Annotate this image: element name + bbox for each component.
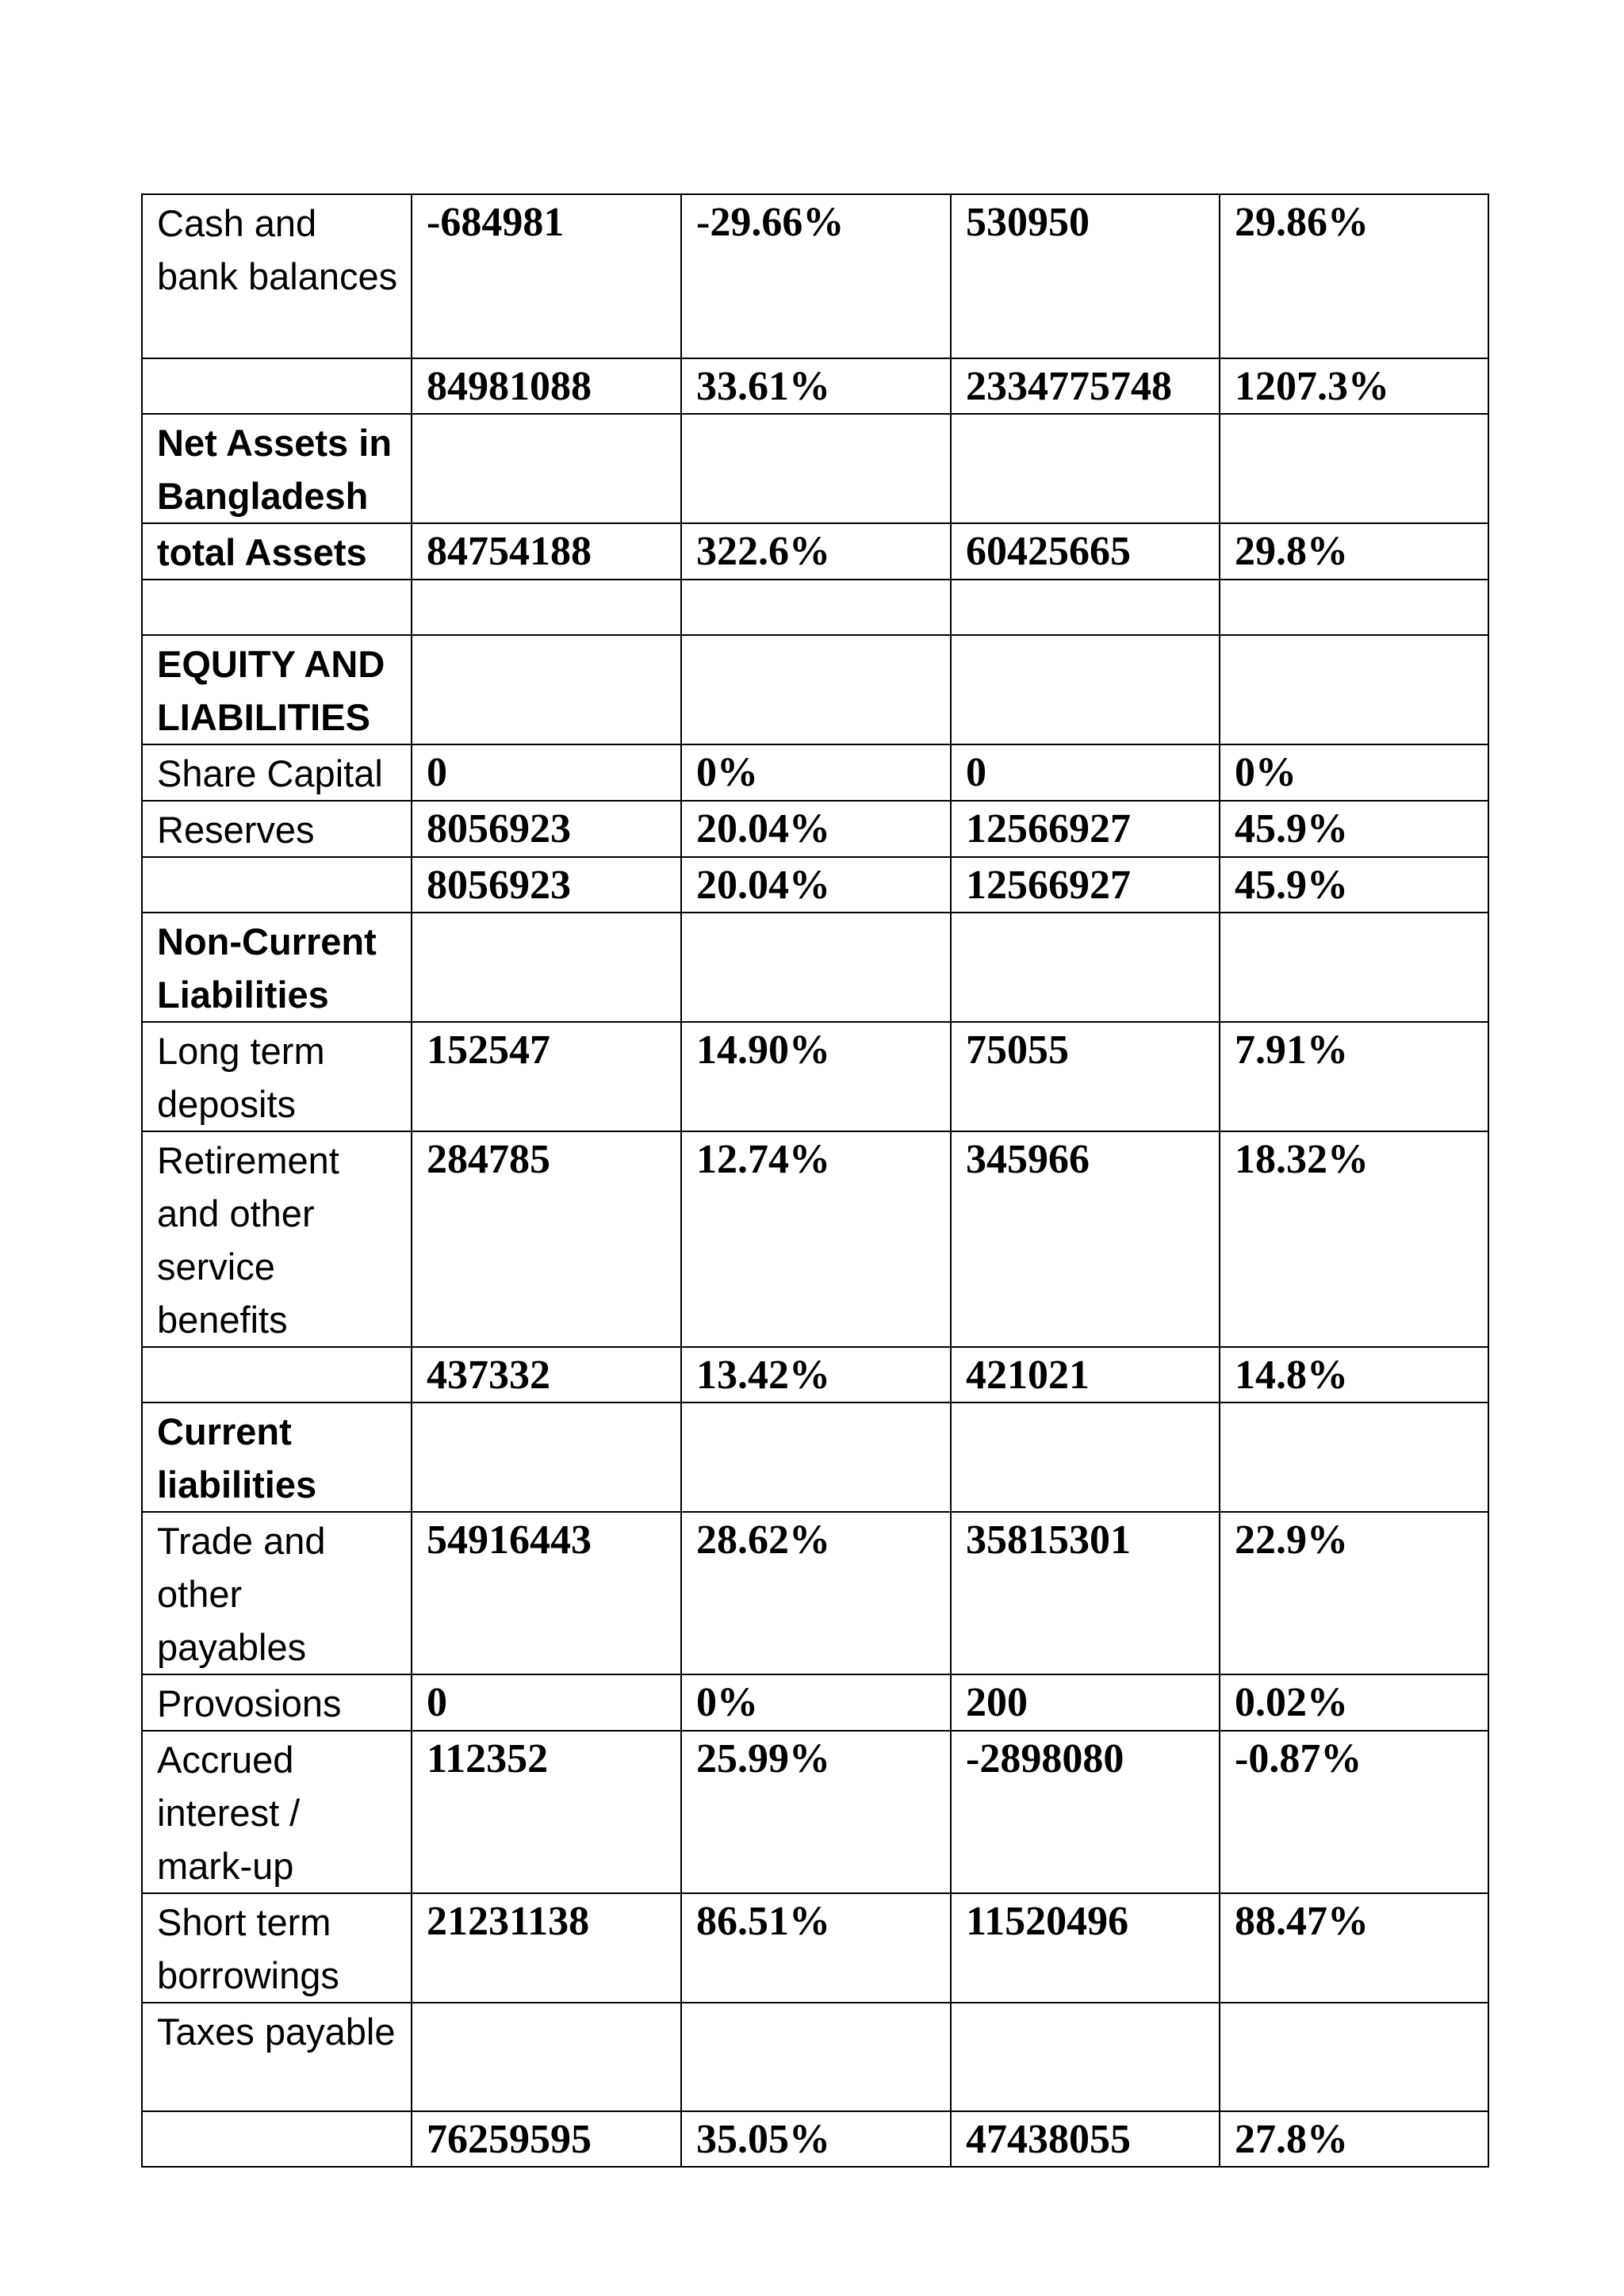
percent-2: 0.02%	[1220, 1674, 1488, 1731]
row-label: Reserves	[142, 801, 412, 857]
table-row	[142, 1893, 1488, 2003]
percent-2: 7.91%	[1220, 1022, 1488, 1131]
row-label	[142, 857, 412, 913]
table-row	[142, 1347, 1488, 1402]
row-label: Provosions	[142, 1674, 412, 1731]
value-2: 200	[951, 1674, 1220, 1731]
percent-1: 0%	[681, 1674, 951, 1731]
percent-2: 0%	[1220, 744, 1488, 801]
row-label	[142, 2111, 412, 2167]
percent-2	[1220, 913, 1488, 1022]
value-1	[412, 635, 681, 744]
row-label: Non-Current Liabilities	[142, 913, 412, 1022]
percent-1: 0%	[681, 744, 951, 801]
value-1	[412, 580, 681, 635]
value-1	[412, 913, 681, 1022]
table-row	[142, 801, 1488, 857]
table-row	[142, 913, 1488, 1022]
percent-1: 28.62%	[681, 1512, 951, 1674]
row-label	[142, 580, 412, 635]
percent-1: 12.74%	[681, 1131, 951, 1347]
percent-1	[681, 2003, 951, 2111]
row-label	[142, 1347, 412, 1402]
table-row	[142, 2111, 1488, 2167]
value-2: 12566927	[951, 857, 1220, 913]
value-2: 47438055	[951, 2111, 1220, 2167]
table-row	[142, 1022, 1488, 1131]
value-1: 8056923	[412, 857, 681, 913]
table-row	[142, 1512, 1488, 1674]
percent-2	[1220, 1402, 1488, 1512]
value-2: 345966	[951, 1131, 1220, 1347]
value-2	[951, 580, 1220, 635]
value-1: 0	[412, 744, 681, 801]
percent-1: 14.90%	[681, 1022, 951, 1131]
value-2: 2334775748	[951, 358, 1220, 414]
value-2: -2898080	[951, 1731, 1220, 1893]
percent-1: 86.51%	[681, 1893, 951, 2003]
row-label: Accrued interest / mark-up	[142, 1731, 412, 1893]
percent-2	[1220, 635, 1488, 744]
row-label: Long term deposits	[142, 1022, 412, 1131]
row-label	[142, 358, 412, 414]
value-2: 35815301	[951, 1512, 1220, 1674]
percent-1: 33.61%	[681, 358, 951, 414]
table-row	[142, 857, 1488, 913]
table-row	[142, 523, 1488, 580]
row-label: Cash and bank balances	[142, 194, 412, 358]
row-label: Taxes payable	[142, 2003, 412, 2111]
value-1: 21231138	[412, 1893, 681, 2003]
value-1: 8056923	[412, 801, 681, 857]
value-2: 12566927	[951, 801, 1220, 857]
table-row	[142, 580, 1488, 635]
value-1: 112352	[412, 1731, 681, 1893]
value-1: 437332	[412, 1347, 681, 1402]
value-1: 152547	[412, 1022, 681, 1131]
row-label: Share Capital	[142, 744, 412, 801]
financial-table-body	[142, 194, 1488, 2167]
percent-2: 29.86%	[1220, 194, 1488, 358]
table-row	[142, 744, 1488, 801]
percent-1: 322.6%	[681, 523, 951, 580]
value-1: 76259595	[412, 2111, 681, 2167]
row-label: Current liabilities	[142, 1402, 412, 1512]
percent-2	[1220, 580, 1488, 635]
percent-2: 45.9%	[1220, 857, 1488, 913]
percent-1	[681, 635, 951, 744]
table-row	[142, 194, 1488, 358]
percent-2: 1207.3%	[1220, 358, 1488, 414]
value-1: 54916443	[412, 1512, 681, 1674]
row-label: Short term borrowings	[142, 1893, 412, 2003]
value-1	[412, 1402, 681, 1512]
percent-2	[1220, 414, 1488, 523]
value-1: 284785	[412, 1131, 681, 1347]
percent-2: 22.9%	[1220, 1512, 1488, 1674]
percent-2: 45.9%	[1220, 801, 1488, 857]
table-row	[142, 414, 1488, 523]
value-2: 530950	[951, 194, 1220, 358]
percent-1: 20.04%	[681, 801, 951, 857]
value-2: 75055	[951, 1022, 1220, 1131]
percent-1	[681, 580, 951, 635]
percent-1: -29.66%	[681, 194, 951, 358]
percent-2: 88.47%	[1220, 1893, 1488, 2003]
table-row	[142, 635, 1488, 744]
percent-1: 35.05%	[681, 2111, 951, 2167]
table-row	[142, 1674, 1488, 1731]
table-row	[142, 1131, 1488, 1347]
table-row	[142, 2003, 1488, 2111]
row-label: Net Assets in Bangladesh	[142, 414, 412, 523]
table-row	[142, 1402, 1488, 1512]
financial-table	[141, 193, 1489, 2168]
value-2	[951, 2003, 1220, 2111]
value-1: 84754188	[412, 523, 681, 580]
percent-2: 27.8%	[1220, 2111, 1488, 2167]
value-1	[412, 2003, 681, 2111]
value-1: 84981088	[412, 358, 681, 414]
percent-2	[1220, 2003, 1488, 2111]
percent-1: 20.04%	[681, 857, 951, 913]
percent-2: -0.87%	[1220, 1731, 1488, 1893]
row-label: Trade and other payables	[142, 1512, 412, 1674]
row-label: total Assets	[142, 523, 412, 580]
percent-2: 14.8%	[1220, 1347, 1488, 1402]
value-2	[951, 1402, 1220, 1512]
value-2	[951, 913, 1220, 1022]
row-label: EQUITY AND LIABILITIES	[142, 635, 412, 744]
value-1	[412, 414, 681, 523]
value-1: 0	[412, 1674, 681, 1731]
percent-1: 25.99%	[681, 1731, 951, 1893]
percent-1	[681, 913, 951, 1022]
percent-1: 13.42%	[681, 1347, 951, 1402]
value-2: 11520496	[951, 1893, 1220, 2003]
percent-1	[681, 414, 951, 523]
percent-2: 18.32%	[1220, 1131, 1488, 1347]
value-2	[951, 414, 1220, 523]
value-1: -684981	[412, 194, 681, 358]
value-2: 60425665	[951, 523, 1220, 580]
table-row	[142, 358, 1488, 414]
table-row	[142, 1731, 1488, 1893]
percent-1	[681, 1402, 951, 1512]
value-2: 421021	[951, 1347, 1220, 1402]
value-2	[951, 635, 1220, 744]
value-2: 0	[951, 744, 1220, 801]
percent-2: 29.8%	[1220, 523, 1488, 580]
row-label: Retirement and other service benefits	[142, 1131, 412, 1347]
